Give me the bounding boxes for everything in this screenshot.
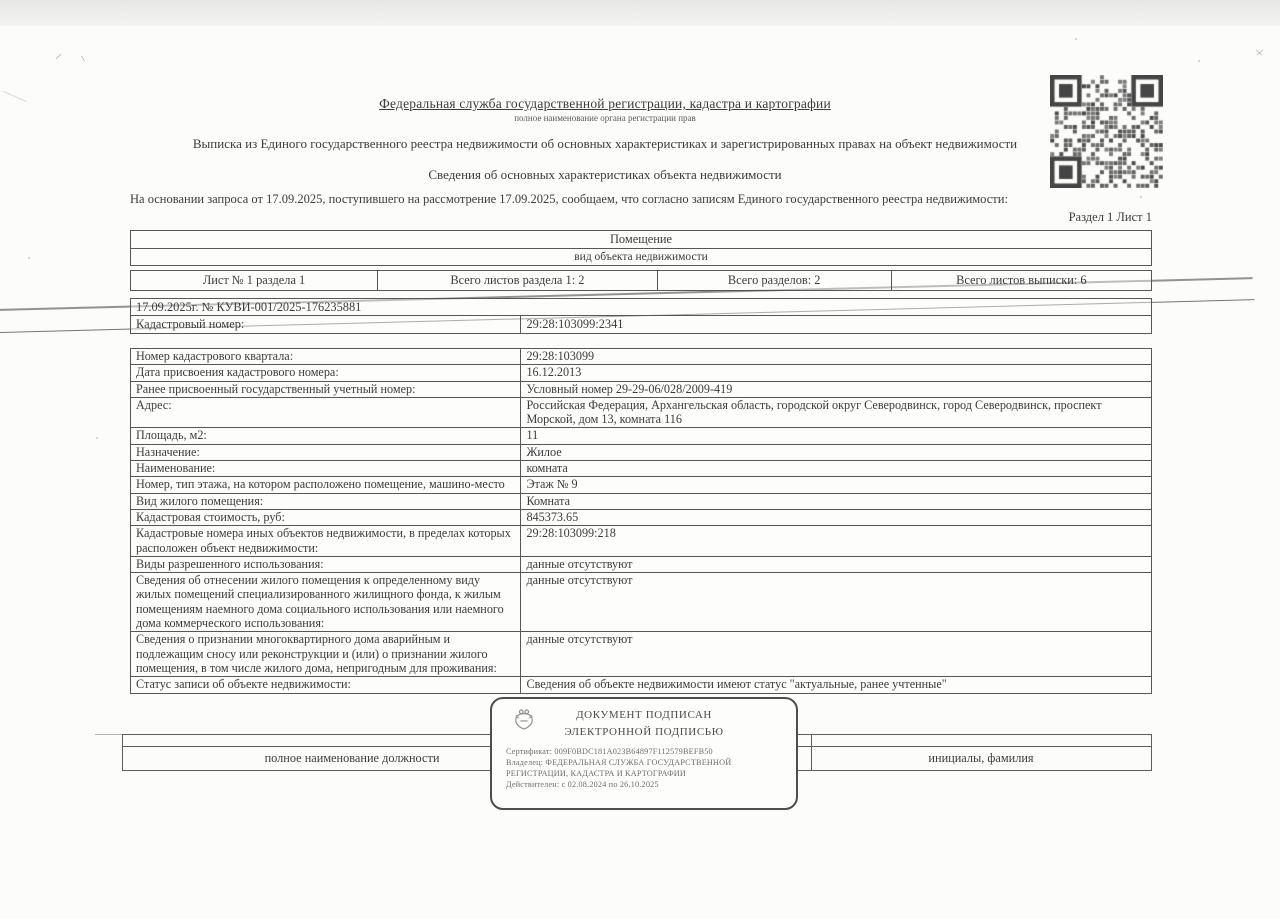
row-value: Условный номер 29-29-06/028/2009-419 <box>526 381 733 396</box>
row-label: Кадастровая стоимость, руб: <box>131 510 521 525</box>
row-value: данные отсутствуют <box>526 556 633 571</box>
document-content <box>130 0 1152 827</box>
row-value: данные отсутствуют <box>526 573 633 588</box>
stamp-owner-line1: Владелец: ФЕДЕРАЛЬНАЯ СЛУЖБА ГОСУДАРСТВЕННОЙ <box>506 757 732 767</box>
table-row <box>131 572 1151 631</box>
table-row <box>131 525 1151 556</box>
stamp-title-line1: ДОКУМЕНТ ПОДПИСАН <box>576 708 712 721</box>
request-number-table <box>130 298 1152 334</box>
table-row <box>131 460 1151 476</box>
object-type-caption: вид объекта недвижимости <box>574 250 708 263</box>
scan-speck <box>1198 60 1200 62</box>
stamp-certificate: Сертификат: 009F0BDC181A023B64897F112579BEFB50 <box>506 746 713 756</box>
scan-speck <box>96 437 98 439</box>
pencil-mark <box>81 56 85 62</box>
row-value: Сведения об объекте недвижимости имеют статус "актуальные, ранее учтенные" <box>526 677 947 692</box>
stamp-title-line2: ЭЛЕКТРОННОЙ ПОДПИСЬЮ <box>564 725 724 738</box>
sections-total-cell: Всего разделов: 2 <box>657 271 891 290</box>
table-row <box>131 509 1151 525</box>
stamp-validity: Действителен: с 02.08.2024 по 26.10.2025 <box>506 779 659 789</box>
row-label: Сведения о признании многоквартирного дома аварийным и подлежащим сносу или реконструкции и (или) о признании жилого помещения, в том числе жилого дома, непригодным для проживания: <box>131 632 521 676</box>
authority-title: Федеральная служба государственной регистрации, кадастра и картографии <box>379 96 831 111</box>
table-row <box>131 476 1151 492</box>
signature-section <box>130 697 1152 827</box>
row-label: Дата присвоения кадастрового номера: <box>131 365 521 380</box>
digital-signature-stamp <box>490 697 798 810</box>
row-value: 11 <box>526 428 539 443</box>
row-value: данные отсутствуют <box>526 632 633 647</box>
row-label: Адрес: <box>131 398 521 428</box>
row-value: Комната <box>526 493 571 508</box>
row-value: Этаж № 9 <box>526 477 578 492</box>
initials-surname-caption: инициалы, фамилия <box>928 750 1034 765</box>
position-name-caption: полное наименование должности <box>264 750 440 765</box>
row-value: комната <box>526 461 568 476</box>
table-row <box>131 364 1151 380</box>
object-type-value: Помещение <box>609 232 673 246</box>
row-label: Назначение: <box>131 445 521 460</box>
row-label: Номер кадастрового квартала: <box>131 349 521 364</box>
object-type-table <box>130 230 1152 266</box>
table-row <box>131 381 1151 397</box>
pencil-mark <box>3 91 27 102</box>
request-number: 17.09.2025г. № КУВИ-001/2025-176235881 <box>136 299 362 314</box>
row-value: 29:28:103099 <box>526 348 595 363</box>
table-row <box>131 444 1151 460</box>
cadastral-number-value: 29:28:103099:2341 <box>526 317 624 332</box>
table-row <box>131 427 1151 443</box>
row-value: 16.12.2013 <box>526 365 582 380</box>
table-row <box>131 349 1151 364</box>
sheet-number-cell: Лист № 1 раздела 1 <box>202 273 306 288</box>
details-table <box>130 348 1152 694</box>
scan-speck <box>28 257 30 259</box>
table-row <box>131 493 1151 509</box>
cadastral-number-label: Кадастровый номер: <box>131 316 521 333</box>
section-sheets-total-cell: Всего листов раздела 1: 2 <box>377 271 657 290</box>
row-value: 29:28:103099:218 <box>526 526 616 541</box>
row-label: Наименование: <box>131 461 521 476</box>
row-label: Статус записи об объекте недвижимости: <box>131 677 521 692</box>
stamp-owner-line2: РЕГИСТРАЦИИ, КАДАСТРА И КАРТОГРАФИИ <box>506 768 687 778</box>
document-title: Выписка из Единого государственного реестра недвижимости об основных характеристиках и зарегистрированных правах на объект недвижимости <box>192 136 1018 151</box>
table-row <box>131 676 1151 692</box>
authority-caption: полное наименование органа регистрации прав <box>514 113 696 123</box>
table-row <box>131 556 1151 572</box>
row-value: Российская Федерация, Архангельская область, городской округ Северодвинск, город Северодвинск, проспект Морской, дом 13, комната 116 <box>526 397 1102 427</box>
row-label: Площадь, м2: <box>131 428 521 443</box>
row-label: Сведения об отнесении жилого помещения к определенному виду жилых помещений специализированного жилищного фонда, к жилым помещениям наемного дома социального использования или наемного дома коммерческого использования: <box>131 573 521 631</box>
row-value: Жилое <box>526 444 562 459</box>
pencil-mark <box>56 54 62 59</box>
coat-of-arms-icon <box>514 708 534 737</box>
row-label: Кадастровые номера иных объектов недвижимости, в пределах которых расположен объект недвижимости: <box>131 526 521 556</box>
sheets-info-table <box>130 270 1152 291</box>
request-basis-line: На основании запроса от 17.09.2025, поступившего на рассмотрение 17.09.2025, сообщаем, что согласно записям Единого государственного реестра недвижимости: <box>130 192 1008 206</box>
extract-sheets-total-cell: Всего листов выписки: 6 <box>891 271 1151 290</box>
row-label: Вид жилого помещения: <box>131 494 521 509</box>
table-row <box>131 631 1151 676</box>
document-header <box>130 96 1080 183</box>
row-value: 845373.65 <box>526 509 579 524</box>
row-label: Виды разрешенного использования: <box>131 557 521 572</box>
document-subtitle: Сведения об основных характеристиках объекта недвижимости <box>428 167 782 182</box>
table-row <box>131 397 1151 428</box>
section-sheet-label: Раздел 1 Лист 1 <box>1068 210 1152 224</box>
row-label: Номер, тип этажа, на котором расположено помещение, машино-место <box>131 477 521 492</box>
row-label: Ранее присвоенный государственный учетный номер: <box>131 382 521 397</box>
